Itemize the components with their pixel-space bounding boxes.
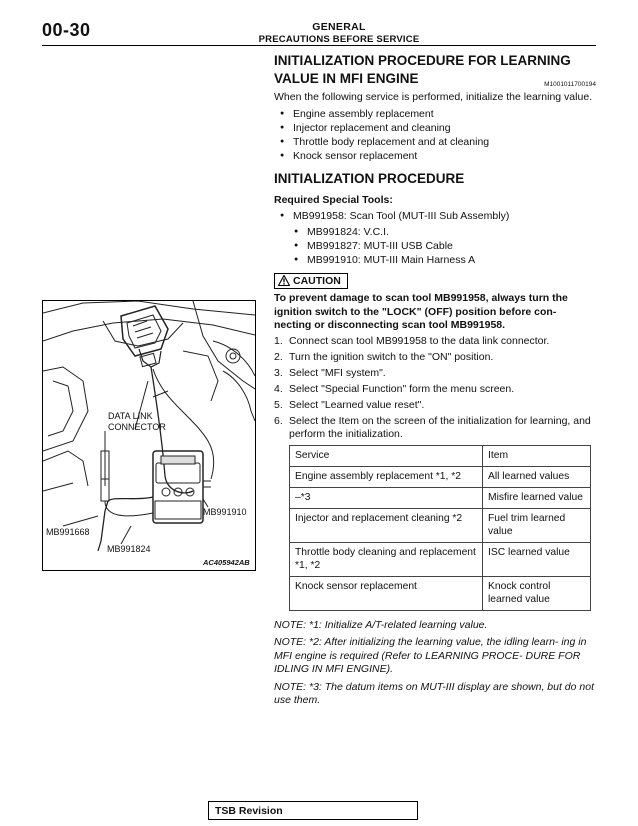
label-data-link-line1: DATA LINK <box>108 411 153 421</box>
step-item <box>274 351 596 365</box>
header-category: GENERAL <box>312 21 366 33</box>
label-mb991668: MB991668 <box>46 527 90 537</box>
service-list <box>274 107 596 163</box>
list-item: ● Knock sensor replacement <box>280 149 596 163</box>
step-item <box>274 415 596 442</box>
list-item: ● MB991910: MUT-III Main Harness A <box>294 253 596 267</box>
intro-text: When the following service is performed, initialize the learning value. <box>274 91 593 103</box>
step-item <box>274 399 596 413</box>
step-item <box>274 335 596 349</box>
table-row <box>290 542 591 576</box>
caution-box <box>274 273 348 289</box>
table-header-row <box>290 445 591 466</box>
step-text: Connect scan tool MB991958 to the data link connector. <box>289 334 550 347</box>
note-3: NOTE: *3: The datum items on MUT-III display are shown, but do not use them. <box>274 680 595 706</box>
label-data-link-line2: CONNECTOR <box>108 422 166 432</box>
header-section: PRECAUTIONS BEFORE SERVICE <box>258 34 420 45</box>
note-2: NOTE: *2: After initializing the learning value, the idling learn- ing in MFI engine is required (Refer to LEARNING PROCE- DURE FOR IDLING IN MFI ENGINE). <box>274 636 587 675</box>
figure-code: AC405942AB <box>203 558 250 567</box>
table-cell: ISC learned value <box>483 542 591 576</box>
section-code: M1001011700194 <box>544 81 596 88</box>
list-item: ● Throttle body replacement and at cleaning <box>280 135 596 149</box>
table-cell: Knock sensor replacement <box>290 576 483 610</box>
step-number: 5. <box>274 398 283 411</box>
step-number: 2. <box>274 350 283 363</box>
label-mb991910: MB991910 <box>203 507 247 517</box>
caution-text: To prevent damage to scan tool MB991958, always turn the ignition switch to the "LOCK" (OFF) position before con- necting or disconnecting scan tool MB991958. <box>274 292 568 331</box>
table-row <box>290 576 591 610</box>
page-number: 00-30 <box>42 20 91 40</box>
table-cell: Throttle body cleaning and replacement *1, *2 <box>290 542 483 576</box>
header-rule <box>42 45 596 46</box>
label-mb991824: MB991824 <box>107 544 151 554</box>
section-title-learning: INITIALIZATION PROCEDURE FOR LEARNING VALUE IN MFI ENGINE <box>274 53 571 86</box>
note-1: NOTE: *1: Initialize A/T-related learning value. <box>274 618 488 631</box>
table-row <box>290 508 591 542</box>
tools-label: Required Special Tools: <box>274 193 393 206</box>
step-number: 4. <box>274 382 283 395</box>
step-number: 3. <box>274 366 283 379</box>
table-header-cell: Service <box>290 445 483 466</box>
table-header-cell: Item <box>483 445 591 466</box>
table-cell: Knock control learned value <box>483 576 591 610</box>
caution-label: CAUTION <box>293 274 341 287</box>
step-text: Turn the ignition switch to the "ON" position. <box>289 350 494 363</box>
table-cell: Fuel trim learned value <box>483 508 591 542</box>
list-item: ● Engine assembly replacement <box>280 107 596 121</box>
step-text: Select "MFI system". <box>289 366 386 379</box>
warning-triangle-icon <box>278 275 290 286</box>
table-row <box>290 487 591 508</box>
step-item <box>274 367 596 381</box>
tools-list <box>274 209 596 223</box>
scan-tool-connection-figure <box>42 300 256 571</box>
table-cell: Misfire learned value <box>483 487 591 508</box>
list-item: ● MB991824: V.C.I. <box>294 225 596 239</box>
table-cell: –*3 <box>290 487 483 508</box>
list-item: ● MB991827: MUT-III USB Cable <box>294 239 596 253</box>
tsb-revision-box: TSB Revision <box>208 801 418 820</box>
list-item: ● Injector replacement and cleaning <box>280 121 596 135</box>
step-text: Select "Special Function" form the menu screen. <box>289 382 515 395</box>
table-row <box>290 466 591 487</box>
step-item <box>274 383 596 397</box>
list-item: ● MB991958: Scan Tool (MUT-III Sub Assembly) <box>280 209 596 223</box>
step-text: Select "Learned value reset". <box>289 398 425 411</box>
subtools-list <box>274 225 596 267</box>
step-number: 1. <box>274 334 283 347</box>
step-text: Select the Item on the screen of the initialization for learning, and perform the initialization. <box>289 414 591 440</box>
step-number: 6. <box>274 414 283 427</box>
section-title-procedure: INITIALIZATION PROCEDURE <box>274 170 465 186</box>
table-cell: Engine assembly replacement *1, *2 <box>290 466 483 487</box>
table-cell: Injector and replacement cleaning *2 <box>290 508 483 542</box>
content-column <box>274 50 596 708</box>
learning-value-table <box>289 445 591 611</box>
table-cell: All learned values <box>483 466 591 487</box>
procedure-steps <box>274 335 596 442</box>
